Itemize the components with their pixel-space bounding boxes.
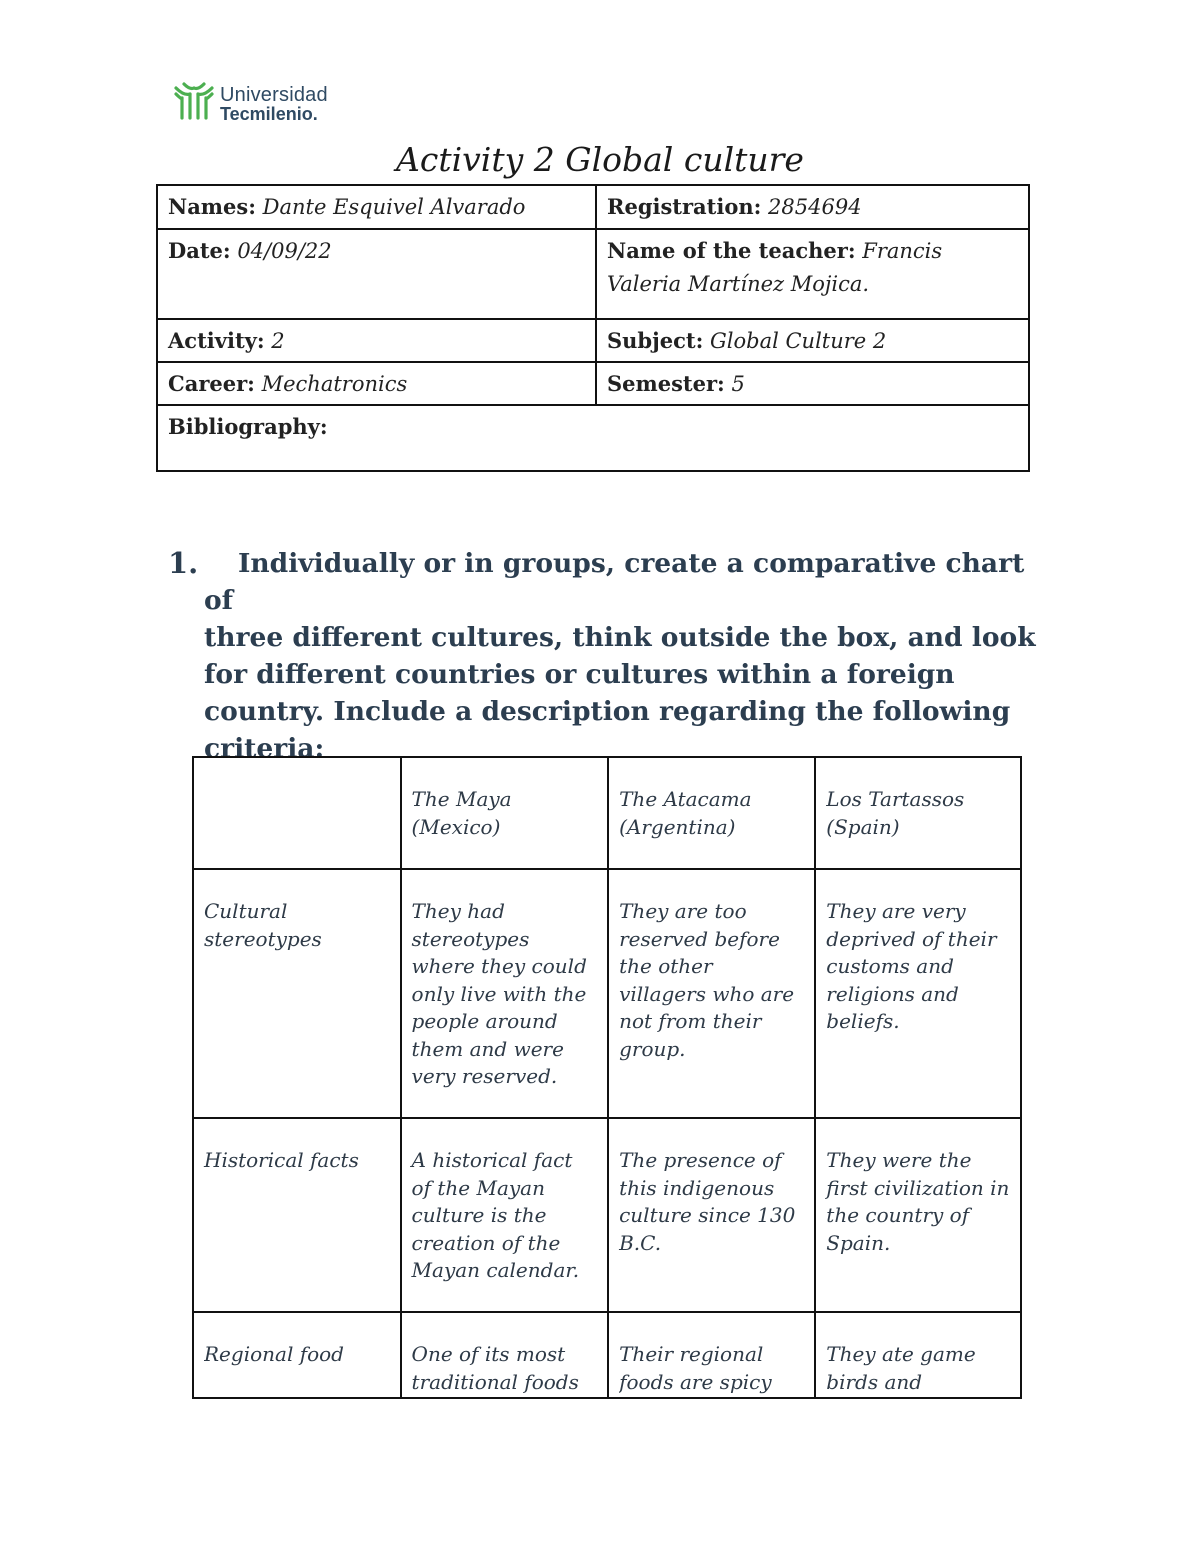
logo-text-line1: Universidad <box>220 84 328 106</box>
table-cell: The presence of this indigenous culture since 130 B.C. <box>608 1118 815 1312</box>
subject-value: Global Culture 2 <box>703 329 887 353</box>
bibliography-cell <box>157 405 1029 471</box>
info-table <box>156 184 1030 472</box>
logo-text-line2: Tecmilenio. <box>220 104 318 124</box>
activity-value: 2 <box>264 329 285 353</box>
names-value: Dante Esquivel Alvarado <box>255 195 526 219</box>
table-cell <box>815 1312 1021 1398</box>
question-line: three different cultures, think outside the box, and look <box>204 622 1036 653</box>
header-cell-tartassos: Los Tartassos (Spain) <box>815 757 1021 869</box>
date-value: 04/09/22 <box>230 239 332 263</box>
career-label: Career: <box>168 371 255 396</box>
registration-cell <box>596 185 1029 229</box>
teacher-cell <box>596 229 1029 319</box>
table-cell <box>401 1312 609 1398</box>
question-line: for different countries or cultures within a foreign <box>204 659 955 690</box>
info-row <box>157 405 1029 471</box>
cell-text: Regional food <box>204 1342 344 1366</box>
question-line: Individually or in groups, create a comparative chart of <box>204 548 1025 616</box>
date-cell <box>157 229 596 319</box>
question-number: 1. <box>168 546 199 580</box>
info-row <box>157 229 1029 319</box>
comparison-row-history <box>193 1118 1021 1312</box>
question-line: country. Include a description regarding the following <box>204 696 1011 727</box>
bibliography-label: Bibliography: <box>168 414 328 439</box>
question-text <box>168 545 1048 767</box>
cell-text: They ate game birds and <box>826 1342 976 1394</box>
university-logo <box>174 80 334 124</box>
semester-value: 5 <box>724 372 745 396</box>
table-cell: They had stereotypes where they could only live with the people around them and were very reserved. <box>401 869 609 1118</box>
activity-cell <box>157 319 596 362</box>
cell-text: One of its most traditional foods <box>411 1342 579 1394</box>
teacher-label: Name of the teacher: <box>607 238 856 263</box>
table-cell: They are very deprived of their customs and religions and beliefs. <box>815 869 1021 1118</box>
table-cell: A historical fact of the Mayan culture is the creation of the Mayan calendar. <box>401 1118 609 1312</box>
comparison-header-row <box>193 757 1021 869</box>
document-title: Activity 2 Global culture <box>396 140 804 179</box>
subject-label: Subject: <box>607 328 704 353</box>
comparison-row-stereotypes <box>193 869 1021 1118</box>
header-cell-atacama: The Atacama (Argentina) <box>608 757 815 869</box>
info-row <box>157 362 1029 405</box>
career-value: Mechatronics <box>254 372 408 396</box>
cell-text: Their regional foods are spicy <box>619 1342 772 1394</box>
table-cell: They are too reserved before the other villagers who are not from their group. <box>608 869 815 1118</box>
activity-label: Activity: <box>168 328 265 353</box>
registration-value: 2854694 <box>761 195 862 219</box>
row-label-cell <box>193 1312 401 1398</box>
table-cell <box>608 1312 815 1398</box>
question-line: criteria: <box>204 733 325 764</box>
names-label: Names: <box>168 194 256 219</box>
date-label: Date: <box>168 238 231 263</box>
info-row <box>157 319 1029 362</box>
logo-mark-icon <box>174 82 214 120</box>
info-row <box>157 185 1029 229</box>
question-1 <box>168 545 1048 767</box>
names-cell <box>157 185 596 229</box>
career-cell <box>157 362 596 405</box>
semester-label: Semester: <box>607 371 725 396</box>
row-label-cell: Historical facts <box>193 1118 401 1312</box>
header-cell-maya: The Maya (Mexico) <box>401 757 609 869</box>
teacher-value: Francis Valeria Martínez Mojica. <box>607 239 943 296</box>
semester-cell <box>596 362 1029 405</box>
comparison-row-food <box>193 1312 1021 1398</box>
registration-label: Registration: <box>607 194 762 219</box>
table-cell: They were the first civilization in the country of Spain. <box>815 1118 1021 1312</box>
header-cell-empty <box>193 757 401 869</box>
comparison-table <box>192 756 1022 1399</box>
subject-cell <box>596 319 1029 362</box>
row-label-cell: Cultural stereotypes <box>193 869 401 1118</box>
